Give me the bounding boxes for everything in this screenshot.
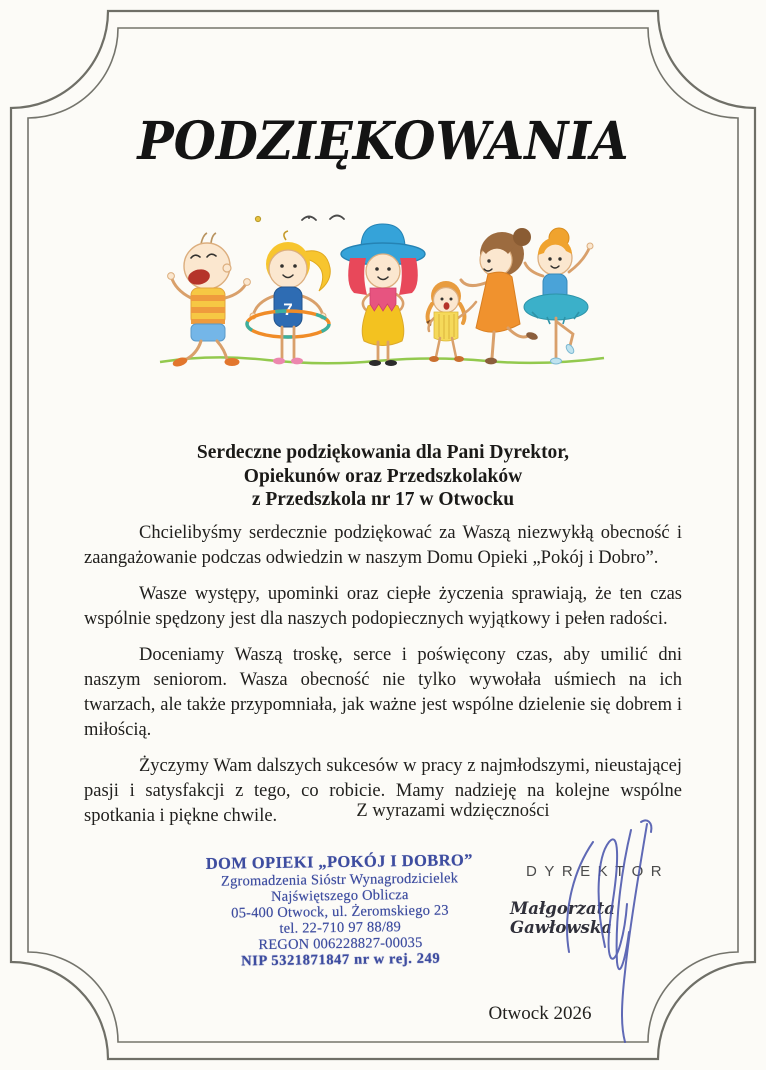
closing-phrase: Z wyrazami wdzięczności <box>356 801 550 821</box>
children-illustration <box>152 210 612 382</box>
dedication-line-2: Opiekunów oraz Przedszkolaków <box>243 465 523 487</box>
stamp-line: Zgromadzenia Sióstr Wynagrodzicielek <box>220 870 459 890</box>
institution-stamp <box>169 850 511 972</box>
bee-icon <box>255 216 260 221</box>
girl-hugging-child <box>461 228 539 364</box>
ballerina-girl <box>524 228 593 364</box>
stamp-line: NIP 5321871847 nr w rej. 249 <box>241 950 441 970</box>
dedication-heading <box>0 441 766 512</box>
dedication-line-1: Serdeczne podziękowania dla Pani Dyrektor, <box>196 442 570 463</box>
stamp-line: tel. 22-710 97 88/89 <box>279 919 402 937</box>
page-title: PODZIĘKOWANIA <box>137 111 629 172</box>
letter-body <box>84 521 682 840</box>
little-girl-with-pigtails <box>426 281 476 362</box>
running-boy <box>168 233 251 368</box>
stamp-line: REGON 006228827-00035 <box>258 934 423 954</box>
dedication-line-3: z Przedszkola nr 17 w Otwocku <box>251 489 515 510</box>
director-name: Małgorzata Gawłowska <box>510 899 615 937</box>
stamp-line: DOM OPIEKI „POKÓJ I DOBRO” <box>205 850 473 873</box>
body-paragraph: Życzymy Wam dalszych sukcesów w pracy z najmłodszymi, nieustającej pasji i satysfakcji z tego, co robicie. Mamy nadzieję na kolejne wspólne spotkania i piękne chwile. <box>84 756 682 826</box>
body-paragraph: Doceniamy Waszą troskę, serce i poświęcony czas, aby umilić dni naszym seniorom. Wasza obecność nie tylko wywołała uśmiech na ich twarzach, ale także przypomniała, jak ważne jest wspólne dzielenie się dobrem i miłością. <box>84 645 682 740</box>
girl-in-blue-hat <box>341 224 425 366</box>
stamp-line: Najświętszego Oblicza <box>270 887 409 905</box>
body-paragraph: Chcielibyśmy serdecznie podziękować za Waszą niezwykłą obecność i zaangażowanie podczas odwiedzin w naszym Domu Opieki „Pokój i Dobro”. <box>84 523 682 568</box>
place-and-date: Otwock 2026 <box>488 1003 592 1024</box>
hula-hoop-girl <box>247 231 330 364</box>
stamp-line: 05-400 Otwock, ul. Żeromskiego 23 <box>231 902 449 922</box>
director-role-label: DYREKTOR <box>526 863 670 880</box>
body-paragraph: Wasze występy, upominki oraz ciepłe życzenia sprawiają, że ten czas wspólnie spędzony jest dla naszych podopiecznych wyjątkowy i pełen radości. <box>84 584 682 629</box>
birds-icon <box>302 216 344 221</box>
jersey-number: 7 <box>283 300 293 319</box>
